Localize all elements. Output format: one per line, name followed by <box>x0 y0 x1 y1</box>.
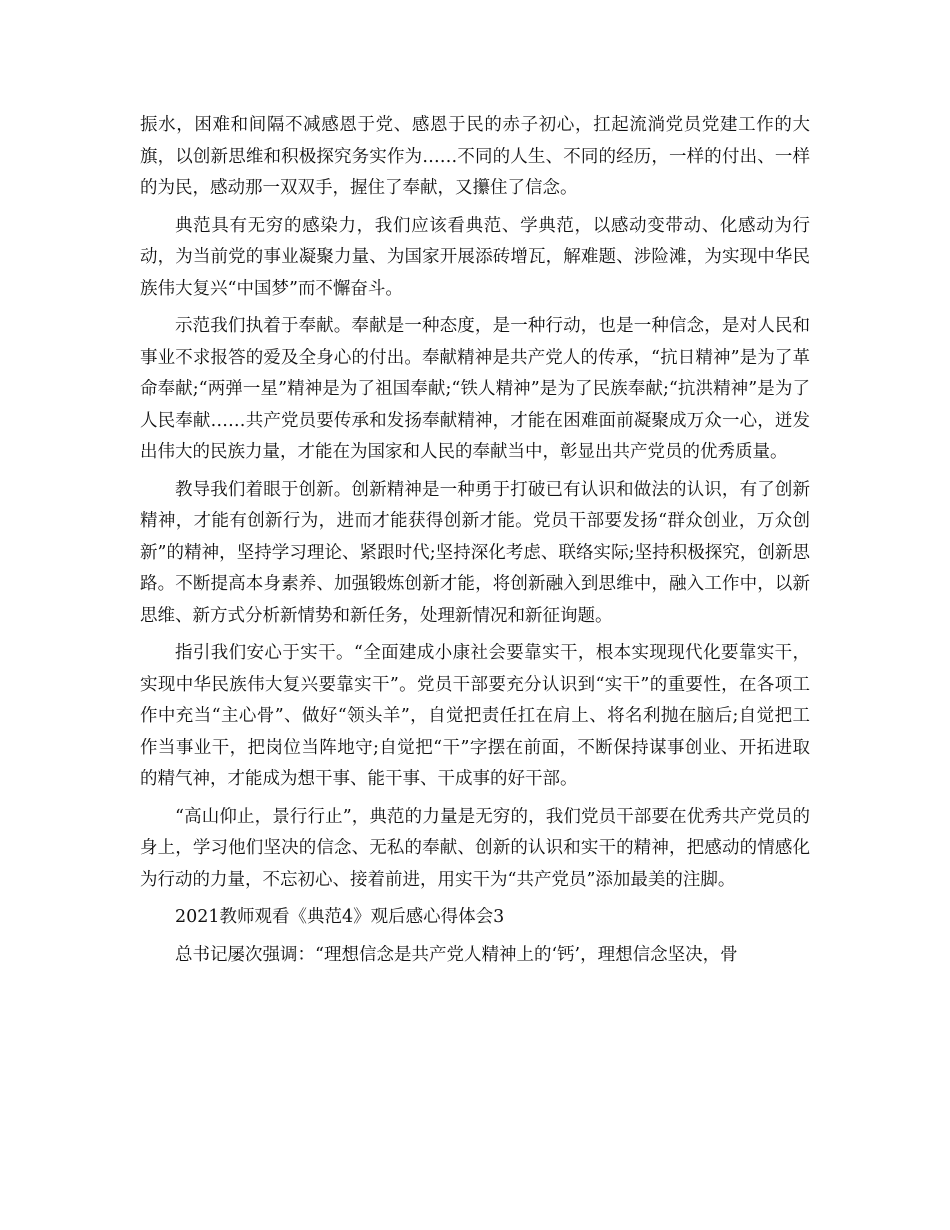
document-page <box>140 110 810 977</box>
paragraph-dedication: 示范我们执着于奉献。奉献是一种态度，是一种行动，也是一种信念，是对人民和事业不求报答的爱及全身心的付出。奉献精神是共产党人的传承，“抗日精神”是为了革命奉献;“两弹一星”精神是为了祖国奉献;“铁人精神”是为了民族奉献;“抗洪精神”是为了人民奉献……共产党员要传承和发扬奉献精神，才能在困难面前凝聚成万众一心，迸发出伟大的民族力量，才能在为国家和人民的奉献当中，彰显出共产党员的优秀质量。 <box>140 316 810 462</box>
paragraph-conclusion: “高山仰止，景行行止”，典范的力量是无穷的，我们党员干部要在优秀共产党员的身上，学习他们坚决的信念、无私的奉献、创新的认识和实干的精神，把感动的情感化为行动的力量，不忘初心、接着前进，用实干为“共产党员”添加最美的注脚。 <box>140 806 810 890</box>
section-heading: 2021教师观看《典范4》观后感心得体会3 <box>175 907 505 927</box>
paragraph-innovation: 教导我们着眼于创新。创新精神是一种勇于打破已有认识和做法的认识，有了创新精神，才能有创新行为，进而才能获得创新才能。党员干部要发扬“群众创业，万众创新”的精神，坚持学习理论、紧跟时代;坚持深化考虑、联络实际;坚持积极探究，创新思路。不断提高本身素养、加强锻炼创新才能，将创新融入到思维中，融入工作中，以新思维、新方式分析新情势和新任务，处理新情况和新征询题。 <box>140 479 810 626</box>
paragraph-hard-work: 指引我们安心于实干。“全面建成小康社会要靠实干，根本实现现代化要靠实干，实现中华民族伟大复兴要靠实干”。党员干部要充分认识到“实干”的重要性，在各项工作中充当“主心骨”、做好“领头羊”，自觉把责任扛在肩上、将名利抛在脑后;自觉把工作当事业干，把岗位当阵地守;自觉把“干”字摆在前面，不断保持谋事创业、开拓进取的精气神，才能成为想干事、能干事、干成事的好干部。 <box>140 643 810 789</box>
paragraph-continuation: 振水，困难和间隔不减感恩于党、感恩于民的赤子初心，扛起流淌党员党建工作的大旗，以创新思维和积极探究务实作为……不同的人生、不同的经历，一样的付出、一样的为民，感动那一双双手，握住了奉献，又攥住了信念。 <box>140 115 810 198</box>
paragraph-ideals: 总书记屡次强调：“理想信念是共产党人精神上的‘钙’，理想信念坚决，骨 <box>175 944 738 965</box>
paragraph-model-influence: 典范具有无穷的感染力，我们应该看典范、学典范，以感动变带动、化感动为行动，为当前党的事业凝聚力量、为国家开展添砖增瓦，解难题、涉险滩，为实现中华民族伟大复兴“中国梦”而不懈奋斗。 <box>140 215 810 299</box>
